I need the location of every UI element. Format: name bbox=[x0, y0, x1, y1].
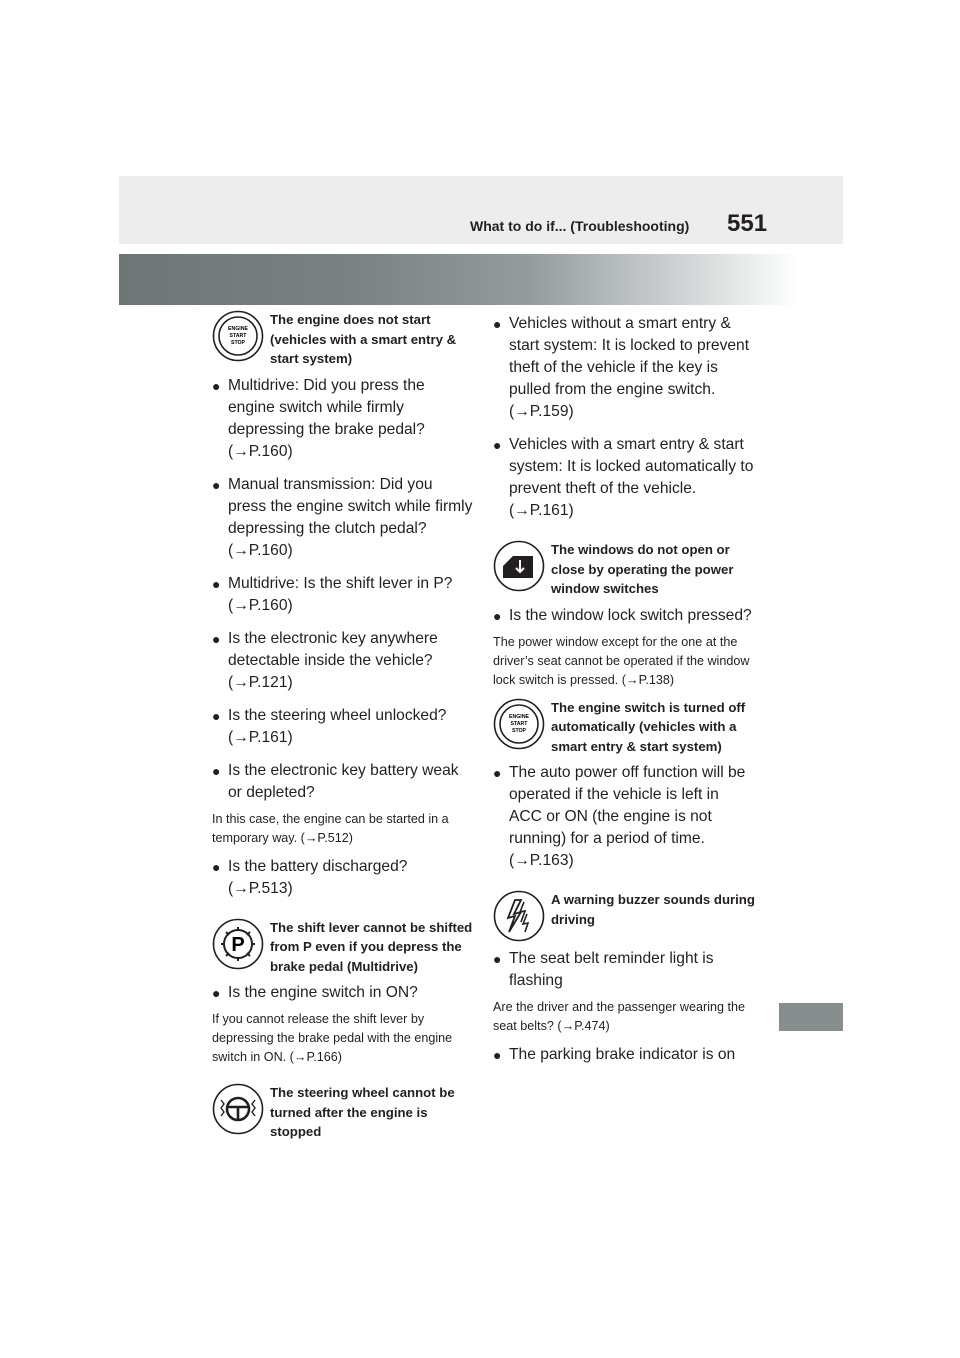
note-text: The power window except for the one at the driver’s seat cannot be operated if the window lock switch is pressed. (→P.138) bbox=[493, 634, 750, 687]
list-item: ● Is the engine switch in ON? bbox=[212, 982, 474, 1004]
bullet-icon: ● bbox=[493, 607, 502, 624]
heading-text: The engine switch is turned off automatically (vehicles with a smart entry & start system) bbox=[551, 699, 746, 754]
svg-text:ENGINE: ENGINE bbox=[509, 713, 529, 720]
list-item: ● Vehicles with a smart entry & start system: It is locked automatically to prevent theft of the vehicle. (→P.161) bbox=[493, 434, 755, 522]
shift-lock-gear-icon bbox=[212, 918, 264, 970]
svg-text:STOP: STOP bbox=[230, 340, 246, 346]
note-text: In this case, the engine can be started in a temporary way. (→P.512) bbox=[212, 811, 449, 845]
list-item: ● Is the steering wheel unlocked? (→P.161) bbox=[212, 705, 474, 749]
heading-text: A warning buzzer sounds during driving bbox=[551, 892, 755, 927]
note-text: If you cannot release the shift lever by depressing the brake pedal with the engine switch in ON. (→P.166) bbox=[212, 1012, 453, 1064]
heading-text: The windows do not open or close by operating the power window switches bbox=[551, 542, 734, 596]
header-gradient-band bbox=[119, 254, 799, 305]
bullet-icon: ● bbox=[212, 762, 221, 779]
warning-buzzer-icon bbox=[493, 890, 545, 942]
list-item: ● Is the window lock switch pressed? bbox=[493, 605, 755, 627]
svg-text:STOP: STOP bbox=[511, 727, 527, 734]
bullet-icon: ● bbox=[212, 630, 221, 647]
note-text: Are the driver and the passenger wearing the seat belts? (→P.474) bbox=[493, 1000, 746, 1033]
heading-text: The steering wheel cannot be turned after the engine is stopped bbox=[270, 1085, 455, 1139]
list-item: ● The auto power off function will be operated if the vehicle is left in ACC or ON (the engine is not running) for a period of time. (→P.163) bbox=[493, 762, 755, 872]
svg-text:START: START bbox=[510, 720, 528, 727]
svg-text:ENGINE: ENGINE bbox=[228, 326, 248, 332]
list-item: ● The parking brake indicator is on bbox=[493, 1044, 755, 1066]
list-item: ● Is the battery discharged? (→P.513) bbox=[212, 856, 474, 900]
heading-warning-buzzer bbox=[493, 890, 755, 942]
heading-steering-wheel bbox=[212, 1083, 474, 1142]
bullet-icon: ● bbox=[493, 316, 502, 332]
bullet-icon: ● bbox=[212, 476, 221, 493]
bullet-icon: ● bbox=[212, 985, 221, 1001]
list-item: ● Is the electronic key battery weak or depleted? bbox=[212, 760, 474, 804]
heading-text: The shift lever cannot be shifted from P even if you depress the brake pedal (Multidrive) bbox=[270, 919, 473, 974]
bullet-icon: ● bbox=[493, 437, 502, 453]
left-column bbox=[212, 310, 474, 1148]
heading-shift-lever bbox=[212, 918, 474, 977]
heading-text: The engine does not start (vehicles with a smart entry & start system) bbox=[270, 312, 457, 366]
list-item: ● Manual transmission: Did you press the engine switch while firmly depressing the clutch pedal? (→P.160) bbox=[212, 474, 474, 562]
section-title: What to do if... (Troubleshooting) bbox=[470, 218, 690, 234]
heading-engine-does-not-start bbox=[212, 310, 474, 369]
bullet-icon: ● bbox=[212, 575, 221, 592]
page-number: 551 bbox=[727, 210, 768, 237]
bullet-icon: ● bbox=[493, 951, 502, 967]
bullet-icon: ● bbox=[212, 707, 221, 724]
svg-text:P: P bbox=[231, 933, 245, 956]
list-item: ● Multidrive: Did you press the engine switch while firmly depressing the brake pedal? (→P.160) bbox=[212, 375, 474, 463]
chapter-side-tab bbox=[779, 1003, 843, 1031]
list-item: ● The seat belt reminder light is flashing bbox=[493, 948, 755, 992]
list-item: ● Is the electronic key anywhere detectable inside the vehicle? (→P.121) bbox=[212, 628, 474, 694]
bullet-icon: ● bbox=[212, 858, 221, 875]
bullet-icon: ● bbox=[493, 1047, 502, 1063]
list-item: ● Vehicles without a smart entry & start system: It is locked to prevent theft of the vehicle if the key is pulled from the engine switch. (→P.159) bbox=[493, 313, 755, 423]
bullet-icon: ● bbox=[493, 765, 502, 781]
svg-text:START: START bbox=[229, 333, 247, 339]
steering-lock-icon bbox=[212, 1083, 264, 1135]
heading-power-windows bbox=[493, 540, 755, 599]
right-column bbox=[493, 310, 755, 1066]
window-lock-icon bbox=[493, 540, 545, 592]
heading-engine-switch-off bbox=[493, 698, 755, 757]
bullet-icon: ● bbox=[212, 377, 221, 394]
engine-start-stop-icon bbox=[493, 698, 545, 750]
engine-start-stop-icon bbox=[212, 310, 264, 362]
list-item: ● Multidrive: Is the shift lever in P? (→P.160) bbox=[212, 573, 474, 617]
